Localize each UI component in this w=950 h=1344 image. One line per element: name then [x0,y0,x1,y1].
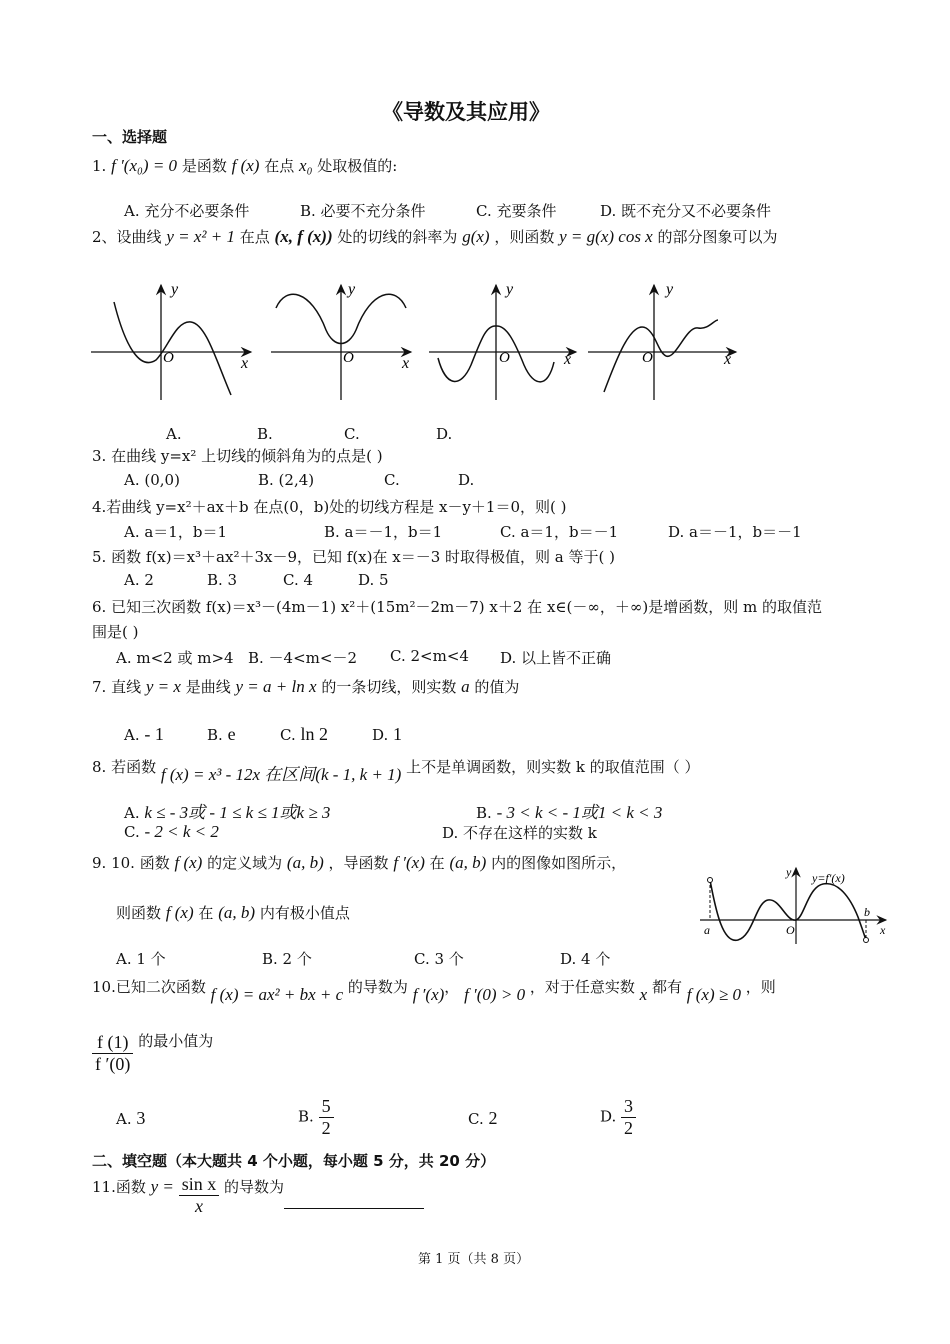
graph-label-d: D. [436,425,453,443]
option-letter: A. [124,726,140,744]
math-expr: (x, f (x)) [274,227,333,246]
question-10 [92,976,776,1004]
math-expr: f ′(0) > 0 [464,985,526,1004]
option-c: C. 2<m<4 [390,647,469,665]
question-text: 处取极值的: [317,157,398,175]
origin-label: O [163,350,174,366]
option-c: C. 4 [283,571,314,589]
question-number: 2、设曲线 [92,228,162,246]
question-text: 的部分图象可以为 [657,228,778,246]
option-d: D. 既不充分又不必要条件 [600,202,772,220]
question-text: ，对于任意实数 [529,978,635,996]
question-10-line-2 [92,1032,213,1075]
fraction-denominator: x [194,1196,203,1216]
math-expr: y = x² + 1 [166,227,235,246]
option-letter: B. [298,1107,314,1126]
graph-c [429,281,576,400]
question-text: 的值为 [474,678,520,696]
question-6-line-1: 6. 已知三次函数 f(x)＝x³－(4m－1) x²＋(15m²－2m－7) x＋2 在 x∈(－∞，＋∞)是增函数，则 m 的取值范 [92,598,822,616]
question-number: 7. 直线 [92,678,142,696]
origin-label: O [499,350,510,366]
question-text: 内的图像如图所示， [491,854,627,872]
math-expr: y = g(x) cos x [559,227,653,246]
question-3: 3. 在曲线 y=x² 上切线的倾斜角为的点是( ) [92,447,383,465]
question-9 [92,852,626,873]
graph-a [91,281,251,400]
question-1 [92,155,397,176]
option-a [124,798,330,823]
option-c [280,724,328,745]
question-text: 的最小值为 [138,1031,214,1050]
option-d: D. 4 个 [560,950,611,968]
question-text: 在 [429,854,445,872]
option-letter: B. [207,726,223,744]
option-a: A. 1 个 [116,950,166,968]
option-letter: D. [372,726,389,744]
option-a: A. 充分不必要条件 [124,202,250,220]
math-expr: x [639,985,648,1004]
option-d: D. [458,471,475,489]
question-number: 8. 若函数 [92,758,157,776]
option-a: A. a＝1，b＝1 [124,523,228,541]
graph-label-a: A. [166,425,182,443]
math-expr: f (x) [165,903,194,922]
option-a [124,724,164,745]
question-text: ，则 [745,978,776,996]
math-expr: f (x) [174,853,203,872]
option-b [207,724,236,745]
graph-b [271,281,411,400]
graph-label-b: B. [257,425,273,443]
option-d: D. 以上皆不正确 [500,649,612,667]
option-d [372,724,402,745]
option-d: D. 5 [358,571,389,589]
question-2 [92,226,778,247]
option-letter: A. [116,1110,132,1128]
math-expr: (a, b) [218,903,256,922]
fraction-numerator: 3 [621,1096,636,1118]
math-expr: g(x) [462,227,490,246]
math-expr: (a, b) [449,853,487,872]
question-text: 在点 [239,228,270,246]
axis-x-label: x [724,351,732,368]
axis-x-label: x [564,351,572,368]
option-letter: C. [468,1110,484,1128]
option-value: 1 [393,724,403,744]
math-expr: f (x) = ax² + bx + c [210,985,344,1004]
question-text: 在点 [264,157,295,175]
option-value: ln 2 [300,724,329,744]
option-value: k ≤ - 3或 - 1 ≤ k ≤ 1或k ≥ 3 [144,803,331,822]
option-c: C. 充要条件 [476,202,557,220]
graph-function-label: y=f′(x) [812,871,845,885]
question-number: 9. 10. 函数 [92,854,170,872]
math-expr: f (x) [231,156,260,175]
question-text: ，导函数 [328,854,389,872]
question-7 [92,676,519,697]
question-number: 1. [92,157,107,175]
math-expr: f ′(x) [393,853,425,872]
section-heading-fill-in: 二、填空题（本大题共 4 个小题，每小题 5 分，共 20 分） [92,1152,496,1170]
option-d: D. a＝－1，b＝－1 [668,523,802,541]
origin-label: O [343,350,354,366]
page-footer: 第 1 页（共 8 页） [418,1252,530,1267]
fraction-denominator: f ′(0) [95,1054,131,1074]
axis-y-label: y [171,281,179,298]
question-number: 10.已知二次函数 [92,978,206,996]
question-text: 的定义域为 [207,854,283,872]
graph-y-label: y [786,865,792,879]
fraction-numerator: f (1) [92,1032,133,1054]
option-b [298,1096,334,1139]
option-value: - 1 [144,724,164,744]
option-c: C. [384,471,400,489]
option-letter: C. [280,726,296,744]
option-b: B. 2 个 [262,950,312,968]
graph-a-label: a [704,923,710,937]
math-expr: (a, b) [286,853,324,872]
fraction [179,1174,220,1217]
option-value: 2 [488,1108,498,1128]
graph-origin-label: O [786,923,795,937]
fraction-denominator: 2 [321,1118,331,1138]
option-c [468,1108,498,1129]
option-value: e [227,724,236,744]
graph-d [588,281,736,400]
option-c [124,822,219,842]
option-b: B. 必要不充分条件 [300,202,426,220]
answer-blank[interactable] [284,1194,424,1209]
option-value: - 3 < k < - 1或1 < k < 3 [496,803,663,822]
origin-label: O [642,350,653,366]
option-d: D. 不存在这样的实数 k [442,824,597,842]
option-b: B. －4<m<－2 [248,649,358,667]
fraction [319,1096,334,1139]
graph-b-label: b [864,905,870,919]
question-text: 是曲线 [185,678,231,696]
graph-label-c: C. [344,425,360,443]
option-letter: B. [476,804,492,822]
question-text: 在 [198,904,214,922]
axis-y-label: y [348,281,356,298]
question-text: 则函数 [116,904,162,922]
option-c: C. a＝1，b＝－1 [500,523,619,541]
question-text: 是函数 [181,157,227,175]
question-text: 处的切线的斜率为 [337,228,458,246]
option-letter: C. [124,823,140,841]
axis-y-label: y [666,281,674,298]
fraction [621,1096,636,1139]
question-11 [92,1174,424,1217]
math-expr: y = a + ln x [235,677,317,696]
page-title: 《导数及其应用》 [382,100,550,124]
math-expr: y = [150,1176,174,1196]
graph-x-label: x [880,923,886,937]
option-letter: D. [600,1107,617,1126]
fraction-denominator: 2 [624,1118,634,1138]
option-b: B. (2,4) [258,471,315,489]
option-a: A. 2 [124,571,154,589]
q2-graphs [86,280,756,410]
option-letter: A. [124,804,140,822]
question-text: 的导数为 [347,978,408,996]
axis-x-label: x [241,355,249,372]
option-c: C. 3 个 [414,950,464,968]
option-b: B. 3 [207,571,238,589]
math-expr: f ′(x) [412,985,445,1004]
question-5: 5. 函数 f(x)＝x³＋ax²＋3x－9，已知 f(x)在 x＝－3 时取得极值，则 a 等于( ) [92,548,615,566]
option-b [476,798,662,823]
question-text: 的一条切线，则实数 [321,678,457,696]
option-b: B. a＝－1，b＝1 [324,523,443,541]
question-6-line-2: 围是( ) [92,623,139,641]
question-text: ，则函数 [494,228,555,246]
option-a: A. (0,0) [124,471,180,489]
question-number: 11.函数 [92,1177,146,1196]
question-text: 的导数为 [224,1177,285,1196]
question-text: 内有极小值点 [259,904,350,922]
question-8 [92,752,700,784]
option-a: A. m<2 或 m>4 [116,649,234,667]
math-expr: y = x [145,677,181,696]
fraction [92,1032,133,1075]
q9-derivative-graph [698,862,892,952]
fraction-numerator: 5 [319,1096,334,1118]
axis-x-label: x [402,355,410,372]
math-expr: a [461,677,470,696]
option-a [116,1108,145,1129]
section-heading-choice: 一、选择题 [92,128,168,146]
option-value: 3 [136,1108,146,1128]
option-value: - 2 < k < 2 [144,822,219,841]
math-expr: f ′(x₀) = 0 [111,156,178,175]
math-expr: f (x) ≥ 0 [686,985,741,1004]
question-9-line-2 [116,902,350,923]
question-text: 上不是单调函数，则实数 k 的取值范围（ ） [406,758,700,776]
option-d [600,1096,636,1139]
math-expr: x₀ [299,156,313,175]
question-text: ， [444,978,460,996]
question-text: 都有 [651,978,682,996]
axis-y-label: y [506,281,514,298]
question-4: 4.若曲线 y=x²＋ax＋b 在点(0，b)处的切线方程是 x－y＋1＝0，则( ) [92,498,567,516]
fraction-numerator: sin x [179,1174,220,1196]
math-expr: f (x) = x³ - 12x 在区间(k - 1, k + 1) [160,765,402,784]
